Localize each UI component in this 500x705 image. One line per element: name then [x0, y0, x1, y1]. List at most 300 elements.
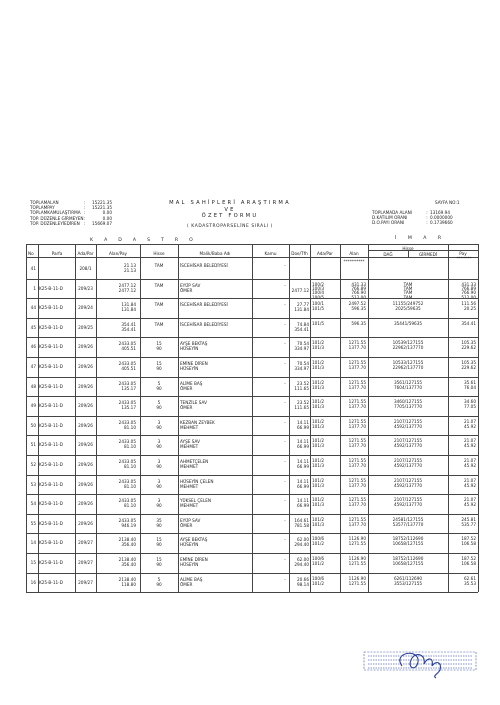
row-kamu: - — [284, 478, 286, 484]
row-doe: 23.52 — [297, 400, 309, 406]
row-malik: AYŞE BEKTAŞ — [180, 537, 208, 543]
row-hisse-payda: 90 — [156, 562, 162, 567]
row-imar-dag: 2025/59635 — [395, 306, 421, 312]
row-imar-alan: 431.33 — [351, 281, 366, 287]
row-no: 45 — [30, 324, 36, 330]
summary-colon: : — [426, 215, 428, 221]
summary-value: 0.1739660 — [430, 220, 453, 226]
summary-value: 15221.35 — [92, 205, 112, 211]
row-kamu: - — [284, 361, 286, 366]
row-imar-ada-par: 101/3 — [312, 443, 325, 449]
row-pay: 131.84 — [121, 307, 136, 313]
row-imar-ada-par: 101/2 — [312, 438, 325, 444]
header-girmedi: GİRMEDİ — [418, 252, 438, 257]
row-kamu: - — [284, 537, 286, 543]
row-kamu: - — [284, 400, 286, 406]
row-imar-dag: 18752/112690 — [392, 536, 424, 542]
row-tfh: 111.65 — [294, 385, 309, 391]
row-imar-dag: 2107/127155 — [393, 418, 423, 424]
row-doe: 164.61 — [294, 517, 309, 523]
row-imar-dag: 2107/127155 — [393, 497, 423, 503]
row-hisse-payda: 90 — [156, 385, 162, 391]
row-ada-par: 209/26 — [78, 442, 93, 448]
form-sort-note: ( KADASTROPARSELİNE SIRALI ) — [187, 224, 273, 229]
row-imar-dag: 4592/137770 — [393, 443, 423, 449]
row-imar-pay: 45.92 — [464, 482, 476, 488]
header-imar-hisse: Hisse — [402, 245, 414, 251]
row-imar-ada-par: 101/2 — [312, 418, 325, 424]
row-hisse: 3 — [157, 419, 161, 425]
row-imar-dag: 11155/249752 — [392, 301, 424, 307]
summary-label: TOPLAMADA ALANI — [372, 210, 413, 215]
row-ada-par: 209/26 — [78, 462, 93, 467]
row-ada-par: 209/25 — [78, 324, 93, 330]
row-malik: ALİME BAŞ — [180, 576, 203, 582]
row-imar-ada-par: 101/2 — [312, 541, 325, 547]
row-parfa: K25-B-11-D — [39, 344, 63, 350]
row-imar-pay: 766.90 — [461, 290, 476, 296]
table-col-rule — [178, 244, 179, 592]
row-parfa: K25-B-11-D — [39, 560, 63, 565]
summary-colon: : — [84, 220, 86, 226]
row-imar-pay: 21.07 — [464, 418, 476, 424]
header-ada-par: Ada/Par — [77, 250, 94, 256]
row-imar-dag: 2107/127155 — [393, 477, 423, 483]
row-imar-ada-par: 101/3 — [312, 502, 325, 508]
row-alan: 21.13 — [124, 263, 136, 268]
row-imar-alan: 1377.70 — [348, 521, 366, 527]
summary-value: 0.00 — [102, 210, 112, 216]
header-no: No — [28, 250, 34, 256]
row-imar-dag: 3460/127155 — [393, 399, 423, 405]
row-imar-ada-par: 100/6 — [312, 575, 325, 581]
row-no: 54 — [30, 501, 36, 507]
row-pay: 405.51 — [121, 346, 136, 352]
stamp-signature-icon — [362, 646, 480, 680]
row-imar-ada-par: 101/2 — [312, 516, 325, 522]
row-hisse: TAM — [154, 263, 164, 268]
table-row-rule — [26, 337, 478, 338]
row-no: 53 — [30, 481, 36, 487]
row-imar-ada-par: 100/2 — [312, 281, 325, 287]
row-imar-pay: 45.92 — [464, 443, 476, 449]
row-imar-pay: 111.56 — [461, 301, 476, 307]
row-imar-dag: 10533/127155 — [392, 360, 424, 365]
row-hisse-payda: 90 — [156, 581, 162, 587]
row-imar-ada-par: 101/2 — [312, 477, 325, 483]
table-row-rule — [26, 475, 478, 476]
row-imar-dag: TAM — [403, 286, 413, 291]
row-imar-alan: 2497.52 — [348, 301, 366, 307]
row-imar-alan: 1271.55 — [348, 497, 366, 503]
row-imar-ada-par: 101/2 — [312, 360, 325, 365]
row-hisse: 15 — [156, 557, 162, 562]
row-imar-dag: TAM — [403, 294, 413, 300]
row-tfh: 294.40 — [294, 562, 309, 567]
table-row-rule — [26, 416, 478, 417]
row-pay: 135.17 — [121, 405, 136, 411]
summary-value: 15669.07 — [92, 220, 112, 226]
header-alan-pay: Alan/Pay — [108, 250, 128, 256]
row-no: 51 — [30, 442, 36, 448]
row-no: 47 — [30, 364, 36, 369]
summary-label: TOP. DÜZENLE GİRMEYEN — [30, 215, 84, 221]
table-bottom-rule — [26, 592, 478, 593]
row-imar-dag: 4592/137770 — [393, 463, 423, 468]
row-imar-ada-par: 101/3 — [312, 482, 325, 488]
table-row-rule — [26, 396, 478, 397]
row-imar-dag: 3561/127155 — [393, 379, 423, 385]
row-imar-dag: TAM — [403, 290, 413, 296]
row-baba-adi: HÜSEYİN — [180, 346, 199, 352]
row-baba-adi: MEHMET — [180, 483, 199, 489]
row-baba-adi: MEHMET — [180, 444, 199, 450]
row-no: 46 — [30, 344, 36, 350]
row-alan: 2477.12 — [118, 282, 136, 288]
row-imar-alan: 1271.55 — [348, 580, 366, 586]
row-hisse-payda: 90 — [156, 366, 162, 371]
kadastro-header: K A D A S T R O — [90, 238, 198, 243]
summary-value: 13169.94 — [430, 210, 450, 215]
row-parfa: K25-B-11-D — [39, 462, 63, 467]
row-ada-par: 209/26 — [78, 383, 93, 389]
header-imar-ada: Ada/Par — [316, 250, 334, 256]
row-no: 50 — [30, 422, 36, 428]
row-alan: 2433.05 — [118, 498, 136, 504]
row-pay: 356.40 — [121, 542, 136, 548]
row-ada-par: 209/26 — [78, 520, 93, 526]
row-hisse: 5 — [157, 400, 161, 406]
row-doe: 62.00 — [297, 557, 309, 562]
row-imar-pay: 21.07 — [464, 477, 476, 483]
row-hisse: 3 — [157, 478, 161, 484]
row-imar-dag: 22962/137770 — [392, 365, 424, 370]
row-ada-par: 209/26 — [78, 422, 93, 428]
row-imar-pay: 35.53 — [464, 580, 476, 586]
row-tfh: 334.97 — [294, 346, 309, 352]
row-imar-dag: 4592/137770 — [393, 423, 423, 429]
row-imar-pay: 21.07 — [464, 438, 476, 444]
summary-row — [30, 221, 112, 226]
row-imar-ada-par: 101/2 — [312, 399, 325, 405]
row-imar-alan: 1377.70 — [348, 365, 366, 370]
row-parfa: K25-B-11-D — [39, 442, 63, 448]
row-imar-dag: 10539/127155 — [392, 340, 424, 346]
row-hisse: 3 — [157, 459, 161, 464]
row-kamu: - — [284, 341, 286, 347]
table-row-rule — [26, 377, 478, 378]
row-hisse: 35 — [156, 517, 162, 523]
row-imar-pay: 105.35 — [461, 340, 476, 346]
row-hisse-payda: 90 — [156, 444, 162, 450]
row-imar-ada-par: 100/4 — [312, 290, 325, 296]
row-imar-pay: 35.61 — [464, 379, 476, 385]
row-tfh: 66.99 — [297, 483, 309, 489]
row-imar-pay: 187.52 — [461, 556, 476, 561]
row-tfh: 354.41 — [294, 326, 309, 332]
row-imar-dag: 6261/112690 — [393, 575, 423, 581]
row-imar-pay: 106.58 — [461, 561, 476, 566]
row-imar-alan: 1377.70 — [348, 482, 366, 488]
row-ada-par: 209/27 — [78, 560, 93, 565]
row-imar-dag: 10658/127155 — [392, 541, 424, 547]
row-pay: 81.10 — [124, 444, 136, 450]
row-imar-alan: 1271.55 — [348, 399, 366, 405]
summary-value: 15221.35 — [92, 200, 112, 205]
row-imar-alan: 1377.70 — [348, 443, 366, 449]
row-ada-par: 208/1 — [79, 266, 92, 271]
row-hisse: 15 — [156, 361, 162, 366]
table-row-rule — [26, 357, 478, 358]
row-imar-alan: 596.35 — [351, 320, 366, 326]
table-row-rule — [26, 553, 478, 554]
row-imar-dag: 10658/127155 — [392, 561, 424, 566]
row-alan: 2433.05 — [118, 380, 136, 386]
row-imar-ada-par: 101/3 — [312, 384, 325, 390]
row-hisse-payda: 90 — [156, 464, 162, 469]
row-pay: 405.51 — [121, 366, 136, 371]
row-imar-alan: 512.00 — [351, 294, 366, 300]
row-imar-alan: 1377.70 — [348, 463, 366, 468]
table-col-rule — [478, 244, 479, 592]
table-row-rule — [26, 533, 478, 534]
row-imar-dag: 2107/127155 — [393, 438, 423, 444]
row-pay: 135.17 — [121, 385, 136, 391]
row-hisse-payda: 90 — [156, 522, 162, 528]
row-imar-alan: 1271.55 — [348, 379, 366, 385]
summary-colon: : — [426, 210, 428, 215]
row-imar-alan: 1271.55 — [348, 360, 366, 365]
row-hisse-payda: 90 — [156, 503, 162, 509]
row-no: 16 — [30, 579, 36, 585]
row-malik: EYÜP SAV — [180, 282, 201, 288]
row-hisse: 5 — [157, 576, 161, 582]
row-pay: 946.19 — [121, 522, 136, 528]
row-imar-ada-par: 101/2 — [312, 580, 325, 586]
row-imar-pay: 21.07 — [464, 497, 476, 503]
row-imar-pay: 34.60 — [464, 399, 476, 405]
row-ada-par: 209/24 — [78, 305, 93, 311]
row-imar-pay: 512.00 — [461, 294, 476, 300]
row-imar-ada-par: 101/3 — [312, 345, 325, 351]
row-tfh: 66.99 — [297, 503, 309, 509]
row-imar-dag: 35441/59635 — [393, 320, 423, 326]
row-alan: 2433.05 — [118, 400, 136, 406]
table-row-rule — [26, 514, 478, 515]
row-parfa: K25-B-11-D — [39, 520, 63, 526]
row-doe: 14.11 — [297, 439, 309, 445]
header-imar-alan: Alan — [349, 250, 359, 256]
row-imar-alan: 1271.55 — [348, 516, 366, 522]
row-alan: 2433.05 — [118, 341, 136, 347]
row-malik: TENZİLE SAV — [180, 400, 207, 406]
row-pay: 2477.12 — [118, 287, 136, 293]
row-kamu: - — [284, 439, 286, 445]
row-imar-alan: 596.35 — [351, 306, 366, 312]
row-imar-alan: 766.90 — [351, 290, 366, 296]
row-alan: 2138.40 — [118, 537, 136, 543]
row-parfa: K25-B-11-D — [39, 285, 63, 291]
row-imar-ada-par: 100/3 — [312, 286, 325, 291]
row-doe: 23.52 — [297, 380, 309, 386]
row-alan: 2138.40 — [118, 576, 136, 582]
row-imar-dag: 18752/112690 — [392, 556, 424, 561]
row-kamu: - — [284, 517, 286, 523]
row-imar-pay: 766.89 — [461, 286, 476, 291]
row-imar-dag: 24581/127155 — [392, 516, 424, 522]
summary-label: D.KATILIM ORANI — [372, 215, 408, 221]
row-pay: 356.40 — [121, 562, 136, 567]
row-imar-pay: 105.35 — [461, 360, 476, 365]
row-ada-par: 209/27 — [78, 579, 93, 585]
row-tfh: 294.40 — [294, 542, 309, 548]
row-imar-alan: 1377.70 — [348, 404, 366, 410]
form-title-ve: VE — [224, 207, 236, 213]
row-doe: 14.11 — [297, 498, 309, 504]
row-imar-pay: 431.33 — [461, 281, 476, 287]
row-alan: 2138.40 — [118, 557, 136, 562]
summary-value: 0.0000000 — [430, 215, 453, 221]
row-hisse: TAM — [154, 302, 164, 308]
table-row-rule — [26, 494, 478, 495]
row-baba-adi: HÜSEYİN — [180, 542, 199, 548]
row-malik: İSCEHİSAR BELEDİYESİ — [180, 302, 228, 308]
header-hisse: Hisse — [153, 250, 165, 256]
row-malik: ALİME BAŞ — [180, 380, 203, 386]
row-hisse: TAM — [154, 282, 164, 288]
form-subtitle: ÖZET FORMU — [201, 213, 259, 219]
row-no: 1 — [33, 285, 36, 291]
row-parfa: K25-B-11-D — [39, 422, 63, 428]
row-kamu: - — [284, 459, 286, 464]
row-baba-adi: MEHMET — [180, 464, 199, 469]
row-imar-alan: 1377.70 — [348, 502, 366, 508]
row-malik: AYŞE SAV — [180, 439, 200, 445]
row-imar-pay: 76.04 — [464, 384, 476, 390]
row-alan: 2433.05 — [118, 459, 136, 464]
row-tfh: 66.99 — [297, 424, 309, 430]
row-kamu: - — [284, 380, 286, 386]
table-row-rule — [26, 573, 478, 574]
row-imar-pay: 77.05 — [464, 404, 476, 410]
page-number: SAYFA NO:1 — [435, 200, 460, 205]
row-doe: 14.11 — [297, 459, 309, 464]
row-ada-par: 209/26 — [78, 403, 93, 409]
row-imar-alan: 1126.90 — [348, 575, 366, 581]
row-doe: 14.11 — [297, 478, 309, 484]
row-hisse-payda: 90 — [156, 424, 162, 430]
row-doe: 70.54 — [297, 361, 309, 366]
summary-label: D.O.PAYI ORANI — [372, 220, 405, 226]
row-imar-pay: 45.92 — [464, 423, 476, 429]
row-tfh: 111.65 — [294, 405, 309, 411]
row-doe: 14.11 — [297, 419, 309, 425]
row-imar-pay: 45.92 — [464, 463, 476, 468]
row-imar-ada-par: 100/1 — [312, 301, 325, 307]
row-imar-alan: 1271.55 — [348, 477, 366, 483]
row-imar-alan: 1377.70 — [348, 345, 366, 351]
row-hisse-payda: 90 — [156, 346, 162, 352]
row-tfh: 98.14 — [297, 581, 309, 587]
row-pay: 118.80 — [121, 581, 136, 587]
row-malik: KEZBAN ZEYBEK — [180, 419, 215, 425]
row-imar-pay: 21.07 — [464, 458, 476, 463]
row-hisse: 15 — [156, 341, 162, 347]
row-imar-alan: 1271.55 — [348, 340, 366, 346]
row-doe: 27.77 — [297, 302, 309, 308]
row-doe: 74.84 — [297, 321, 309, 327]
row-parfa: K25-B-11-D — [39, 403, 63, 409]
row-hisse: 3 — [157, 439, 161, 445]
row-imar-ada-par: 101/5 — [312, 306, 325, 312]
row-malik: İSCEHİSAR BELEDİYESİ — [180, 321, 228, 327]
table-col-rule — [252, 244, 253, 592]
row-malik: AYŞE BEKTAŞ — [180, 341, 208, 347]
row-imar-dag: 22962/137770 — [392, 345, 424, 351]
row-no: 52 — [30, 462, 36, 467]
row-imar-ada-par: 101/3 — [312, 463, 325, 468]
row-doe: 20.66 — [297, 576, 309, 582]
row-hisse: 5 — [157, 380, 161, 386]
row-imar-pay: 106.58 — [461, 541, 476, 547]
row-baba-adi: ÖMER — [180, 405, 193, 411]
row-hisse: 15 — [156, 537, 162, 543]
header-pay: Pay — [459, 250, 467, 256]
row-imar-alan: 1271.55 — [348, 438, 366, 444]
row-alan: 354.41 — [121, 321, 136, 327]
row-tfh: 781.58 — [294, 522, 309, 528]
summary-row — [372, 220, 453, 225]
row-alan: 2433.05 — [118, 478, 136, 484]
header-kamu: Kamu — [264, 250, 277, 256]
row-no: 55 — [30, 520, 36, 526]
table-row-rule — [26, 455, 478, 456]
row-imar-ada-par: 101/2 — [312, 379, 325, 385]
row-no: 15 — [30, 560, 36, 565]
row-imar-dag: 4592/137770 — [393, 482, 423, 488]
row-malik: EMİNE DİREN — [180, 557, 208, 562]
row-hisse-payda: 90 — [156, 483, 162, 489]
imar-header: İ M A R — [395, 236, 447, 241]
row-imar-pay: 535.77 — [461, 521, 476, 527]
row-baba-adi: MEHMET — [180, 424, 199, 430]
table-row-rule — [26, 298, 478, 299]
row-imar-pay: 20.25 — [464, 306, 476, 312]
row-baba-adi: ÖMER — [180, 287, 193, 293]
row-imar-ada-par: 100/5 — [312, 294, 325, 300]
row-baba-adi: HÜSEYİN — [180, 562, 199, 567]
row-imar-ada-par: 100/6 — [312, 536, 325, 542]
summary-label: TOP. DÜZENLEYİEDİREN — [30, 220, 80, 226]
row-imar-ada-par: 101/3 — [312, 404, 325, 410]
table-row-rule — [26, 318, 478, 319]
row-malik: HÜSEYİN ÇELEN — [180, 478, 214, 484]
row-pay: 354.41 — [121, 326, 136, 332]
row-imar-alan: 1271.55 — [348, 418, 366, 424]
row-hisse: 3 — [157, 498, 161, 504]
form-title: MAL SAHİPLERİ ARAŞTIRMA — [169, 200, 291, 206]
row-tfh: 66.99 — [297, 444, 309, 450]
row-imar-ada-par: 101/3 — [312, 365, 325, 370]
row-imar-ada-par: 101/2 — [312, 340, 325, 346]
row-hisse-payda: 90 — [156, 542, 162, 548]
row-malik: EYÜP SAV — [180, 517, 201, 523]
row-imar-ada-par: 101/3 — [312, 423, 325, 429]
row-imar-dag: 3553/127155 — [393, 580, 423, 586]
row-doe: 62.00 — [297, 537, 309, 543]
row-alan: 131.84 — [121, 302, 136, 308]
row-imar-pay: 229.62 — [461, 345, 476, 351]
